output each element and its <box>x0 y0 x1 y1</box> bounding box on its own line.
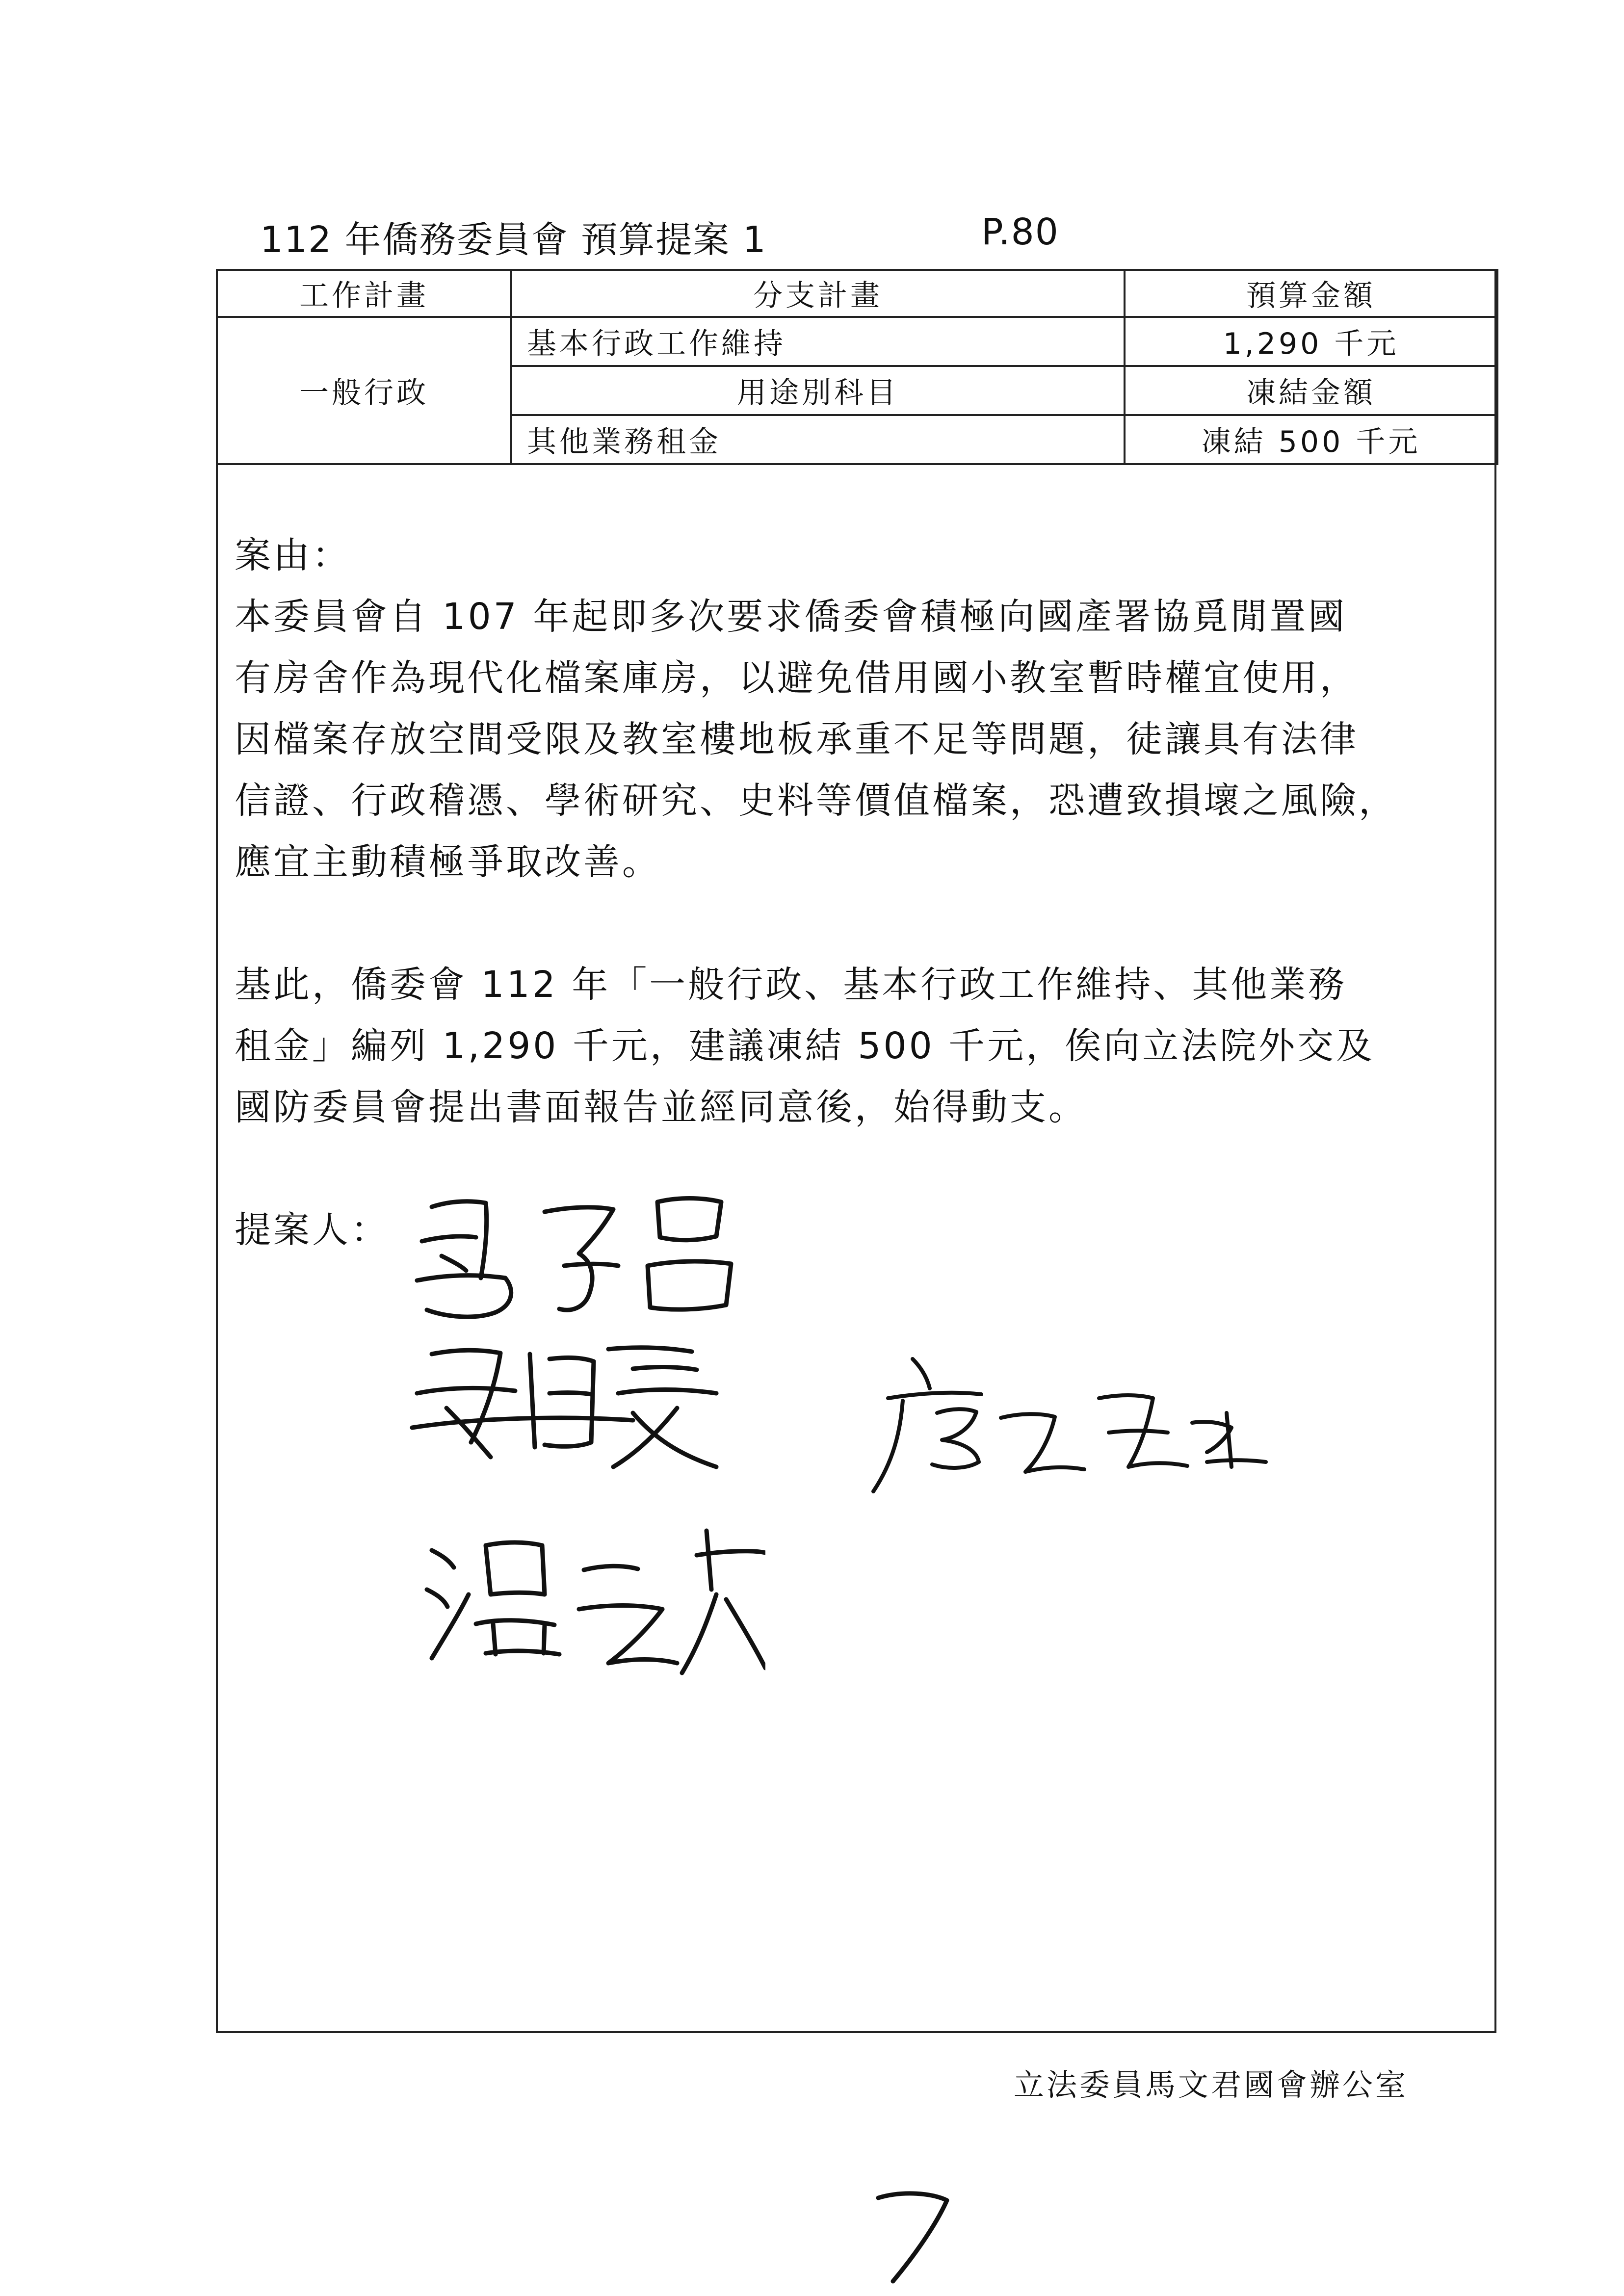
header-work-plan: 工作計畫 <box>217 270 511 317</box>
handwritten-page-mark <box>864 2178 962 2296</box>
reason-line: 有房舍作為現代化檔案庫房，以避免借用國小教室暫時權宜使用， <box>235 657 1359 699</box>
reason-label: 案由： <box>235 534 351 576</box>
proposer-label: 提案人： <box>235 1209 390 1251</box>
page-reference: P.80 <box>981 211 1059 253</box>
reason-line: 本委員會自 107 年起即多次要求僑委會積極向國產署協覓閒置國 <box>235 596 1347 638</box>
usage-value-cell: 其他業務租金 <box>511 415 1125 464</box>
signature-2 <box>402 1325 756 1487</box>
table-header-row <box>217 270 1497 317</box>
signature-3 <box>412 1511 765 1688</box>
reason-line: 應宜主動積極爭取改善。 <box>235 841 661 883</box>
header-sub-plan: 分支計畫 <box>511 270 1125 317</box>
budget-amount-cell: 1,290 千元 <box>1125 317 1497 366</box>
table-row <box>217 317 1497 366</box>
proposal-body <box>235 525 1486 1261</box>
resolution-line: 租金」編列 1,290 千元，建議凍結 500 千元，俟向立法院外交及 <box>235 1025 1375 1067</box>
document-title <box>260 211 1059 263</box>
header-budget-amount: 預算金額 <box>1125 270 1497 317</box>
reason-line: 信證、行政稽憑、學術研究、史料等價值檔案，恐遭致損壞之風險， <box>235 780 1397 822</box>
office-name: 立法委員馬文君國會辦公室 <box>1014 2067 1409 2103</box>
proposal-title: 112 年僑務委員會 預算提案 1 <box>260 219 767 261</box>
signature-4 <box>854 1339 1276 1501</box>
usage-header-cell: 用途別科目 <box>511 366 1125 415</box>
reason-line: 因檔案存放空間受限及教室樓地板承重不足等問題，徒讓具有法律 <box>235 718 1359 760</box>
budget-table <box>216 269 1498 465</box>
sub-plan-cell: 基本行政工作維持 <box>511 317 1125 366</box>
work-plan-cell: 一般行政 <box>217 317 511 464</box>
signature-1 <box>402 1173 756 1334</box>
resolution-line: 基此，僑委會 112 年「一般行政、基本行政工作維持、其他業務 <box>235 964 1347 1006</box>
frozen-header-cell: 凍結金額 <box>1125 366 1497 415</box>
frozen-value-cell: 凍結 500 千元 <box>1125 415 1497 464</box>
resolution-line: 國防委員會提出書面報告並經同意後，始得動支。 <box>235 1086 1087 1128</box>
